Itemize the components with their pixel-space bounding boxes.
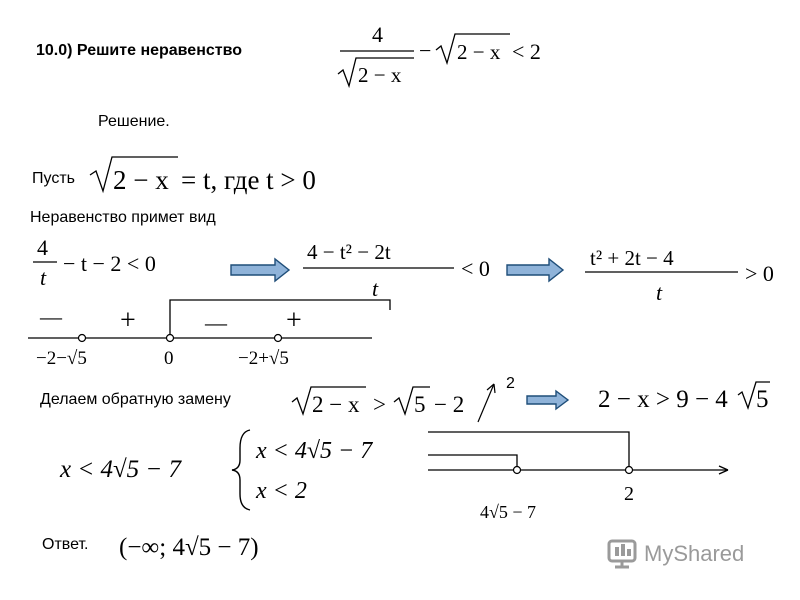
- problem-number: 10.0): [36, 42, 73, 59]
- sub-left: 2 − x: [113, 165, 169, 195]
- step2-rel: < 0: [461, 256, 490, 281]
- problem-inequality: [338, 22, 541, 87]
- back-rhs-tail: − 2: [434, 392, 465, 417]
- arrow-right-icon: [527, 391, 568, 409]
- result-root: 5: [756, 386, 769, 413]
- watermark-text: MyShared: [644, 541, 745, 566]
- point-label: 0: [164, 348, 174, 369]
- problem-rel: < 2: [512, 39, 541, 64]
- back-rel: >: [373, 392, 386, 417]
- sign-plus: +: [120, 305, 136, 336]
- point-open: [167, 335, 174, 342]
- step3-den: t: [656, 280, 663, 305]
- point-open: [275, 335, 282, 342]
- step1-den: t: [40, 265, 47, 290]
- step1-num: 4: [37, 235, 48, 260]
- step1-rest: − t − 2 < 0: [63, 251, 156, 276]
- sign-minus: —: [40, 304, 62, 329]
- step2: [303, 240, 490, 301]
- inequality-system: [232, 430, 373, 510]
- substitution-prefix: Пусть: [32, 170, 75, 187]
- step2-num: 4 − t² − 2t: [307, 240, 391, 264]
- system-row1: x < 4√5 − 7: [256, 438, 373, 464]
- back-sub-label: Делаем обратную замену: [40, 391, 231, 408]
- sign-minus: —: [205, 310, 227, 335]
- answer-value: (−∞; 4√5 − 7): [119, 534, 259, 561]
- point-label: −2+√5: [238, 348, 289, 369]
- point-label: 4√5 − 7: [480, 502, 537, 522]
- problem-root: 2 − x: [457, 40, 501, 64]
- svg-text:−: −: [419, 38, 432, 63]
- arrow-right-icon: [231, 259, 289, 281]
- point-label: 2: [624, 483, 634, 505]
- system-brace: [232, 430, 250, 510]
- myshared-logo-icon: [609, 541, 635, 567]
- substitution-formula: [90, 157, 316, 195]
- x-inequality: x < 4√5 − 7: [60, 456, 182, 483]
- point-label: −2−√5: [36, 348, 87, 369]
- arrow-right-icon: [507, 259, 563, 281]
- problem-num: 4: [372, 22, 383, 47]
- watermark: [606, 534, 766, 574]
- step3: [585, 246, 774, 305]
- problem-task: Решите неравенство: [76, 42, 242, 59]
- answer-label: Ответ.: [42, 536, 89, 553]
- step2-den: t: [372, 276, 379, 301]
- point-open: [626, 467, 633, 474]
- back-sub-inequality: [292, 375, 515, 422]
- sub-right: = t, где t > 0: [181, 165, 316, 195]
- solution-heading: Решение.: [98, 113, 170, 130]
- point-open: [514, 467, 521, 474]
- solution-number-line: [428, 432, 728, 522]
- transform-label: Неравенство примет вид: [30, 209, 216, 226]
- back-sub-result: [598, 382, 770, 413]
- back-rhs-root: 5: [414, 392, 426, 417]
- problem-den: 2 − x: [358, 63, 402, 87]
- back-lhs: 2 − x: [312, 392, 360, 417]
- system-row2: x < 2: [256, 478, 307, 504]
- step3-num: t² + 2t − 4: [590, 246, 674, 270]
- square-label: 2: [506, 375, 515, 392]
- result-lhs: 2 − x > 9 − 4: [598, 386, 728, 413]
- sign-plus: +: [286, 305, 302, 336]
- step1: [33, 235, 156, 290]
- point-open: [79, 335, 86, 342]
- step3-rel: > 0: [745, 261, 774, 286]
- sign-number-line: [28, 300, 390, 369]
